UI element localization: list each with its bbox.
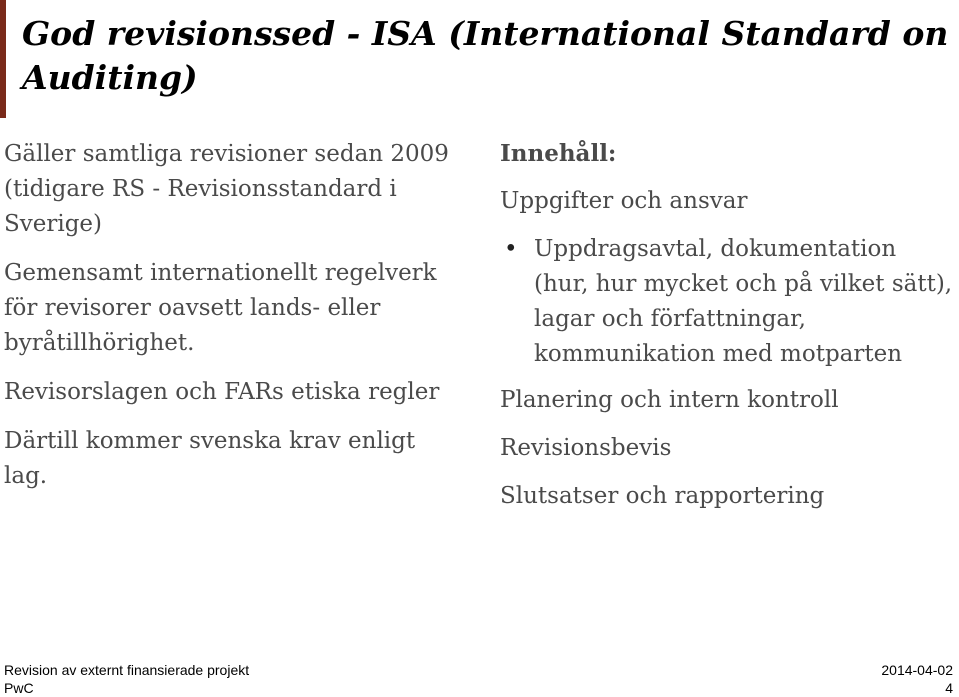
left-paragraph-1: Gäller samtliga revisioner sedan 2009 (tidigare RS - Revisionsstandard i Sverige) (4, 141, 449, 237)
footer-page-number: 4 (945, 680, 953, 696)
contents-heading: Innehåll: (500, 140, 617, 167)
contents-item-1: Uppgifter och ansvar (500, 188, 748, 214)
footer-date: 2014-04-02 (881, 662, 953, 678)
left-paragraph-3: Revisorslagen och FARs etiska regler (4, 379, 440, 405)
left-paragraph-2: Gemensamt internationellt regelverk för revisorer oavsett lands- eller byråtillhörighet. (4, 260, 437, 356)
contents-bullet-item (500, 232, 955, 372)
contents-item-3: Planering och intern kontroll (500, 387, 839, 413)
title-accent-bar (0, 0, 6, 118)
bullet-dot-icon: • (504, 236, 518, 262)
footer-project: Revision av externt finansierade projekt (4, 662, 250, 678)
contents-item-4: Revisionsbevis (500, 435, 672, 461)
contents-item-5: Slutsatser och rapportering (500, 483, 825, 509)
footer-company: PwC (4, 680, 34, 696)
contents-bullet-text: Uppdragsavtal, dokumentation (hur, hur mycket och på vilket sätt), lagar och författningar, kommunikation med motparten (534, 236, 953, 367)
left-paragraph-4: Därtill kommer svenska krav enligt lag. (4, 428, 416, 489)
left-column (4, 137, 464, 508)
slide-title: God revisionssed - ISA (International Standard on Auditing) (22, 14, 949, 97)
right-column (500, 136, 955, 527)
